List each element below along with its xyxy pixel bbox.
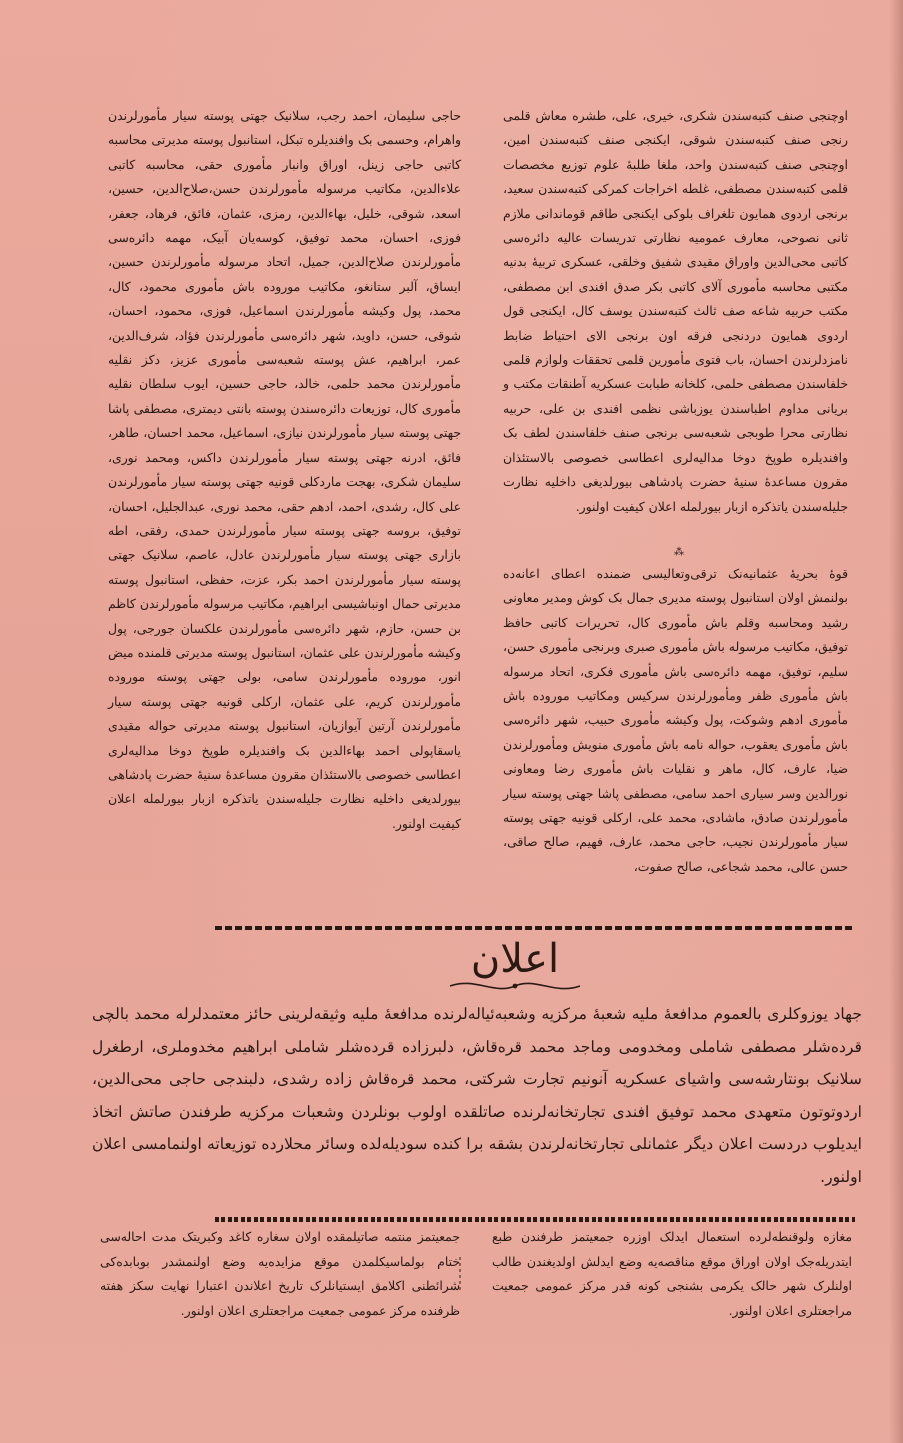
bottom-left-notice-text: جمعیتمز منتمه صاتیلمقده اولان سغاره کاغد وکبریتک مدت احاله‌سی ختام بولماسیکلمدن موقع مزایده‌یه وضع اولنمشدر بوبابده‌کی شرائطنی اکلامق ایستیانلرک تاریخ اعلاندن اعتبارا نهایت سکز هفته ظرفنده مرکز عمومی جمعیت مراجعتلری اعلان اولنور. — [100, 1229, 460, 1318]
bottom-right-notice — [492, 1225, 852, 1345]
section-stars: ⁂ — [674, 547, 686, 558]
announcement-text: جهاد یوزوکلری بالعموم مدافعهٔ ملیه شعبهٔ مرکزیه وشعبه‌ئیاله‌لرنده مدافعهٔ ملیه وثیقه‌لرینی حائز معتمدلرله محمد بالچی قرده‌شلر مصطفی شاملی ومخدومی وماجد محمد قره‌قاش، دلبرزاده قرده‌شلر شاملی ابراهیم مخدوملری، ارطغرل سلانیک بونتارشه‌سی واشیای عسکریه آنونیم تجارت شرکتی، محمد قره‌قاش زاده رشدی، دلبندجی حاجی محی‌الدین، اردوتوتون متعهدی محمد توفیق افندی تجارتخانه‌لرنده صاتلقده اولوب بونلردن وشعبات مرکزیه طرفندن صاتش اتخاذ ایدیلوب دردست اعلان دیگر عثمانلی تجارتخانه‌لرندن بشقه برا کنده سودیله‌لده وسائر محلارده توزیعاته اولنمامسی اعلان اولنور. — [92, 1005, 862, 1186]
left-column — [108, 104, 461, 919]
left-column-text: حاجی سلیمان، احمد رجب، سلانیک جهتی پوسته سیار مأمورلرندن واهرام، وحسمی بک وافندیلره تبکل، استانبول پوسته مدیرتی محاسبه کاتبی حاجی زینل، اوراق وانبار مأموری حقی، محاسبه کاتبی علاءالدین، مکاتیب مرسوله مأمورلرندن حسن،صلاح‌الدین، حسین، اسعد، شوقی، خلیل، بهاءالدین، رمزی، عثمان، فائق، فرهاد، جعفر، فوزی، احسان، محمد توفیق، کوسه‌یان آبیک، مهمه دائره‌سی مأمورلرندن صلاح‌الدین، جمیل، اتحاد مرسوله مأمورلرندن حسین، ایساق، آلبر ستانغو، مکاتیب موروده باش مأموری محمود، کال، محمد، پول وکیشه مأمورلرندن اسماعیل، فوزی، محمود، احسان، شوقی، حسن، داوید، شهر دائره‌سی مأمورلرندن فؤاد، شرف‌الدین، عمر، ابراهیم، عش پوسته شعبه‌سی مأموری عزیز، دکز نقلیه مأمورلرندن محمد حلمی، خالد، حاجی حسین، ایوب سلطان نقلیه مأموری کال، توزیعات دائره‌سندن پوسته بانتی دیمتری، مصطفی پاشا جهتی پوسته سیار مأمورلرندن نیازی، اسماعیل، محمد احسان، طاهر، فائق، ادرنه جهتی پوسته سیار مأمورلرندن داکس، ومحمد نوری، سلیمان شکری، بهجت ماردکلی قونیه جهتی پوسته سیار مأمورلرندن علی کال، رشدی، احمد، ادهم حقی، محمد نوری، عبدالجلیل، احسان، توفیق، بروسه جهتی پوسته سیار مأمورلرندن حمدی، رفقی، اطه بازاری جهتی پوسته سیار مأمورلرندن عادل، عاصم، سلانیک جهتی پوسته سیار مأمورلرندن احمد بکر، عزت، حفظی، استانبول پوسته مدیرتی حمال اونباشیسی ابراهیم، مکاتیب مرسوله مأمورلرندن کاظم بن حسن، حازم، شهر دائره‌سی مأمورلرندن علکسان جورجی، پول وکیشه مأمورلرندن علی عثمان، استانبول پوسته مدیرتی قلمنده میض انور، موروده مأمورلرندن سامی، بولی جهتی پوسته موروده مأمورلرندن کریم، علی عثمان، ارکلی قونیه جهتی پوسته سیار مأمورلرندن آرتین آیوازیان، استانبول پوسته مدیرتی حواله مقیدی یاسقاپولی احمد بهاءالدین بک وافندیلره طوپخ دوخا مدالیه‌لری اعطاسی خصوصی بالاستئذان مقرون مساعدهٔ سنیهٔ حضرت پادشاهی بیورلدیغی داخلیه نظارت جلیله‌سندن یاتذکره ازبار بیورلمله اعلان کیفیت اولنور. — [108, 108, 461, 831]
heading-flourish-icon — [445, 977, 585, 995]
bottom-left-notice — [100, 1225, 460, 1345]
announcement-heading-block — [420, 935, 610, 995]
bottom-right-notice-text: مغازه ولوقنطه‌لرده استعمال ایدلک اوزره جمعیتمز طرفندن طبع ایتدریله‌جک اولان اوراق موقع مناقصه‌یه وضع ایدلش اولدیغندن طالب اولنلرک شهر حالک یکرمی بشنجی کونه قدر مرکز عمومی جمعیت مراجعتلری اعلان اولنور. — [492, 1229, 852, 1318]
ornamental-divider — [215, 1217, 855, 1222]
announcement-heading: اعلان — [470, 936, 560, 982]
right-column-bottom — [503, 562, 848, 918]
right-column-bottom-text: قوهٔ بحریهٔ عثمانیه‌نک ترقی‌وتعالیسی ضمنده اعطای اعانه‌ده بولنمش اولان استانبول پوسته مدیری جمال بک کوش ومدیر معاونی رشید ومحاسبه وقلم باش مأموری کال، تحریرات کاتبی حافظ توفیق، مکاتیب مرسوله باش مأموری صبری وبرنجی مأموری حسن، سلیم، توفیق، مهمه دائره‌سی باش مأموری فکری، اتحاد مرسوله باش مأموری ظفر ومأمورلرندن سرکیس ومکاتیب موروده باش مأموری ادهم وشوکت، پول وکیشه مأموری حبیب، شهر دائره‌سی باش مأموری یعقوب، حواله نامه باش مأموری منویش ومأمورلرندن ضیا، عارف، کال، ماهر و نقلیات باش مأموری رضا ومعاونی نورالدین وسر سیاری احمد سامی، مصطفی پاشا جهتی پوسته سیار مأمورلرندن صادق، ماشادی، محمد علی، ارکلی قونیه جهتی پوسته سیار مأمورلرندن نجیب، حاجی محمد، عارف، فهیم، صالح صاقی، حسن عالی، محمد شجاعی، صالح صفوت، — [503, 566, 848, 874]
page-edge-shadow — [889, 0, 903, 1443]
announcement-body — [92, 998, 862, 1208]
dashed-divider-top — [215, 926, 855, 930]
right-column-top — [503, 104, 848, 544]
right-column-top-text: اوچنجی صنف کتبه‌سندن شکری، خیری، علی، طشره معاش قلمی رنجی صنف کتبه‌سندن شوقی، ایکنجی صنف کتبه‌سندن امین، اوچنجی صنف کتبه‌سندن واحد، ملغا طلبهٔ علوم توزیع مخصصات قلمی کتبه‌سندن مصطفی، غلطه اخراجات کمرکی کتبه‌سندن سعید، برنجی اردوی همایون تلغراف بلوکی ایکنجی طاقم قوماندانی ملازم ثانی نصوحی، معارف عمومیه نظارتی تدریسات عالیه دائره‌سی کاتبی محی‌الدین واوراق مقیدی شفیق وخلقی، عسکری تربیهٔ بدنیه مکتبی محاسبه مأموری آلای کاتبی بکر صدق افندی ابن مصطفی، مکتب حربیه شاعه صف ثالث کتبه‌سندن یوسف کال، ایکنجی قول اردوی همایون دردنجی فرقه اون برنجی الای احتیاط ضابط نامزدلرندن احسان، باب فتوی مأمورین قلمی تحققات ولوازم قلمی خلفاسندن مصطفی حلمی، کلخانه طبابت عسکریه آطنقات مکتب و بریانی مداوم اطباسندن یوزباشی نظمی افندی بن علی، حربیه نظارتی محرا طوبجی شعبه‌سی برنجی صنف خلفاسندن لطف بک وافندیلره طوپخ دوخا مدالیه‌لری اعطاسی خصوصی بالاستئذان مقرون مساعدهٔ سنیهٔ حضرت پادشاهی بیورلدیغی داخلیه نظارت جلیله‌سندن یاتذکره ازبار بیورلمله اعلان کیفیت اولنور. — [503, 108, 848, 514]
